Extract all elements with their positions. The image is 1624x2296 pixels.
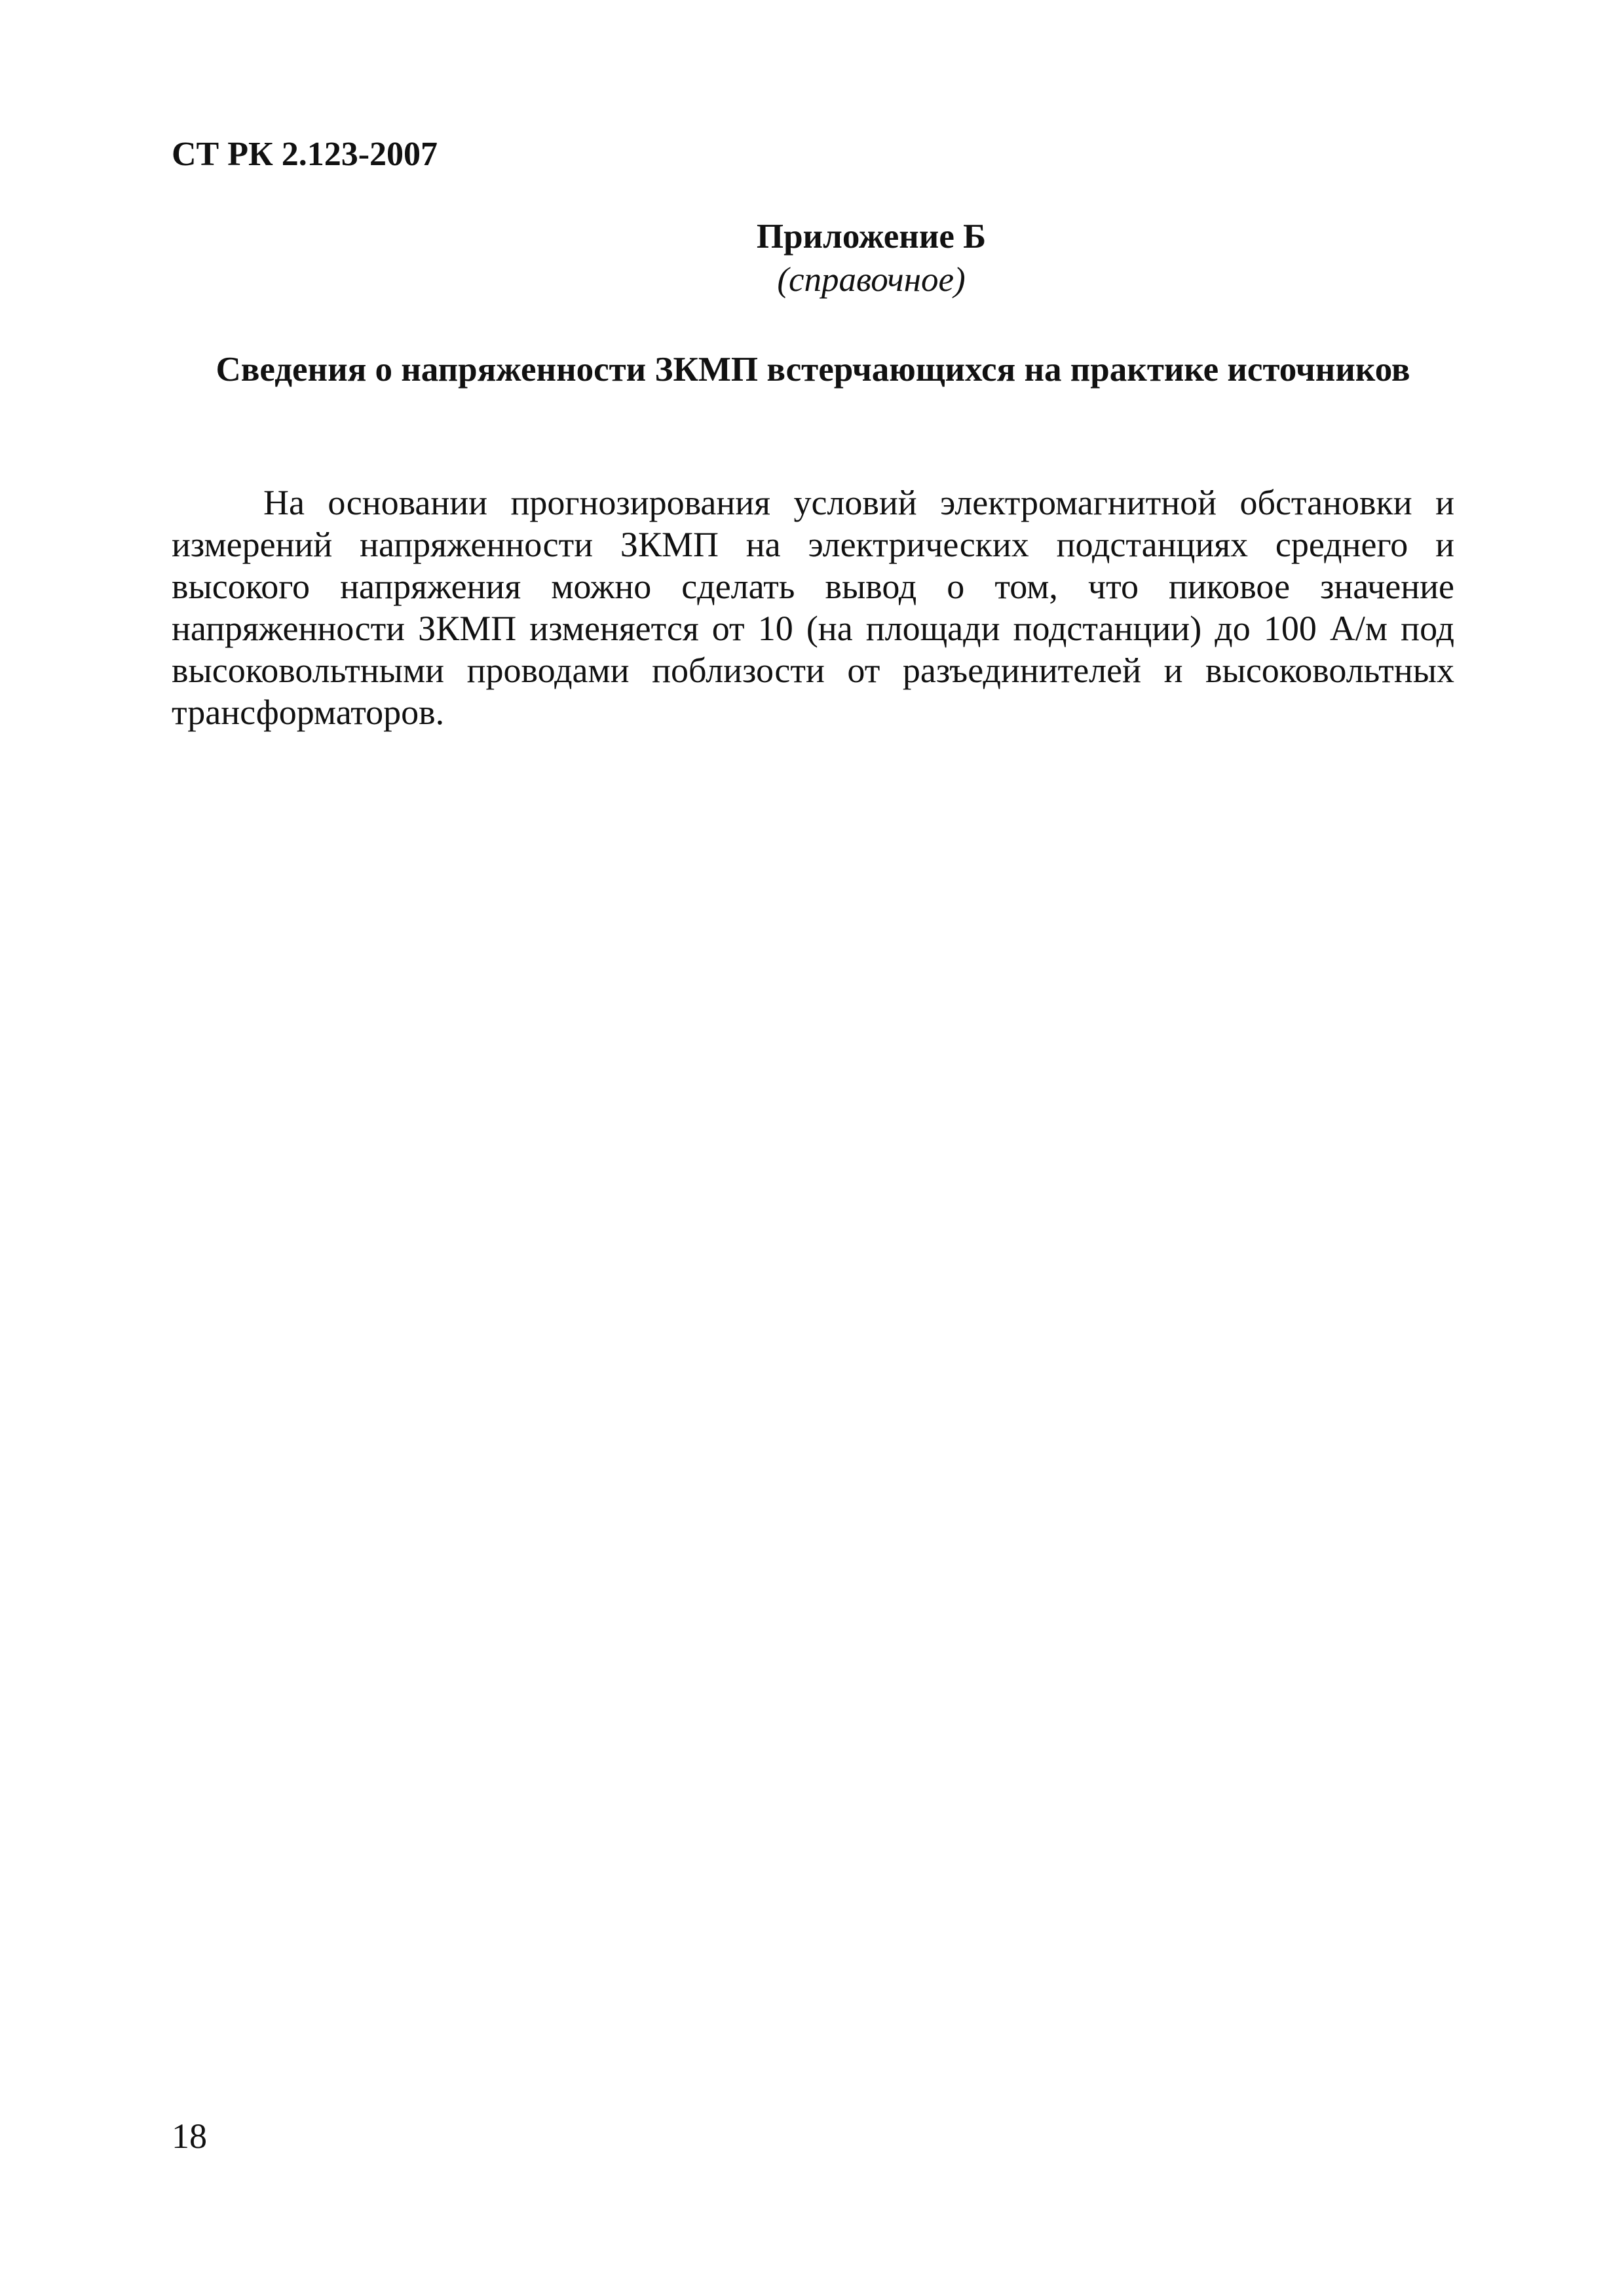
appendix-status: (справочное) <box>777 261 966 299</box>
body-paragraph: На основании прогнозирования условий электромагнитной обстановки и измерений напряженности ЗКМП на электрических подстанциях среднего и высокого напряжения можно сделать вывод о том, что пиковое значение напряженности ЗКМП изменяется от 10 (на площади подстанции) до 100 А/м под высоковольтными проводами поблизости от разъединителей и высоковольтных трансформаторов. <box>172 483 1454 732</box>
appendix-title: Приложение Б <box>756 218 987 256</box>
document-code: СТ РК 2.123-2007 <box>172 136 438 173</box>
section-heading: Сведения о напряженности ЗКМП встерчающихся на практике источников <box>216 351 1410 389</box>
page-number: 18 <box>172 2116 207 2156</box>
